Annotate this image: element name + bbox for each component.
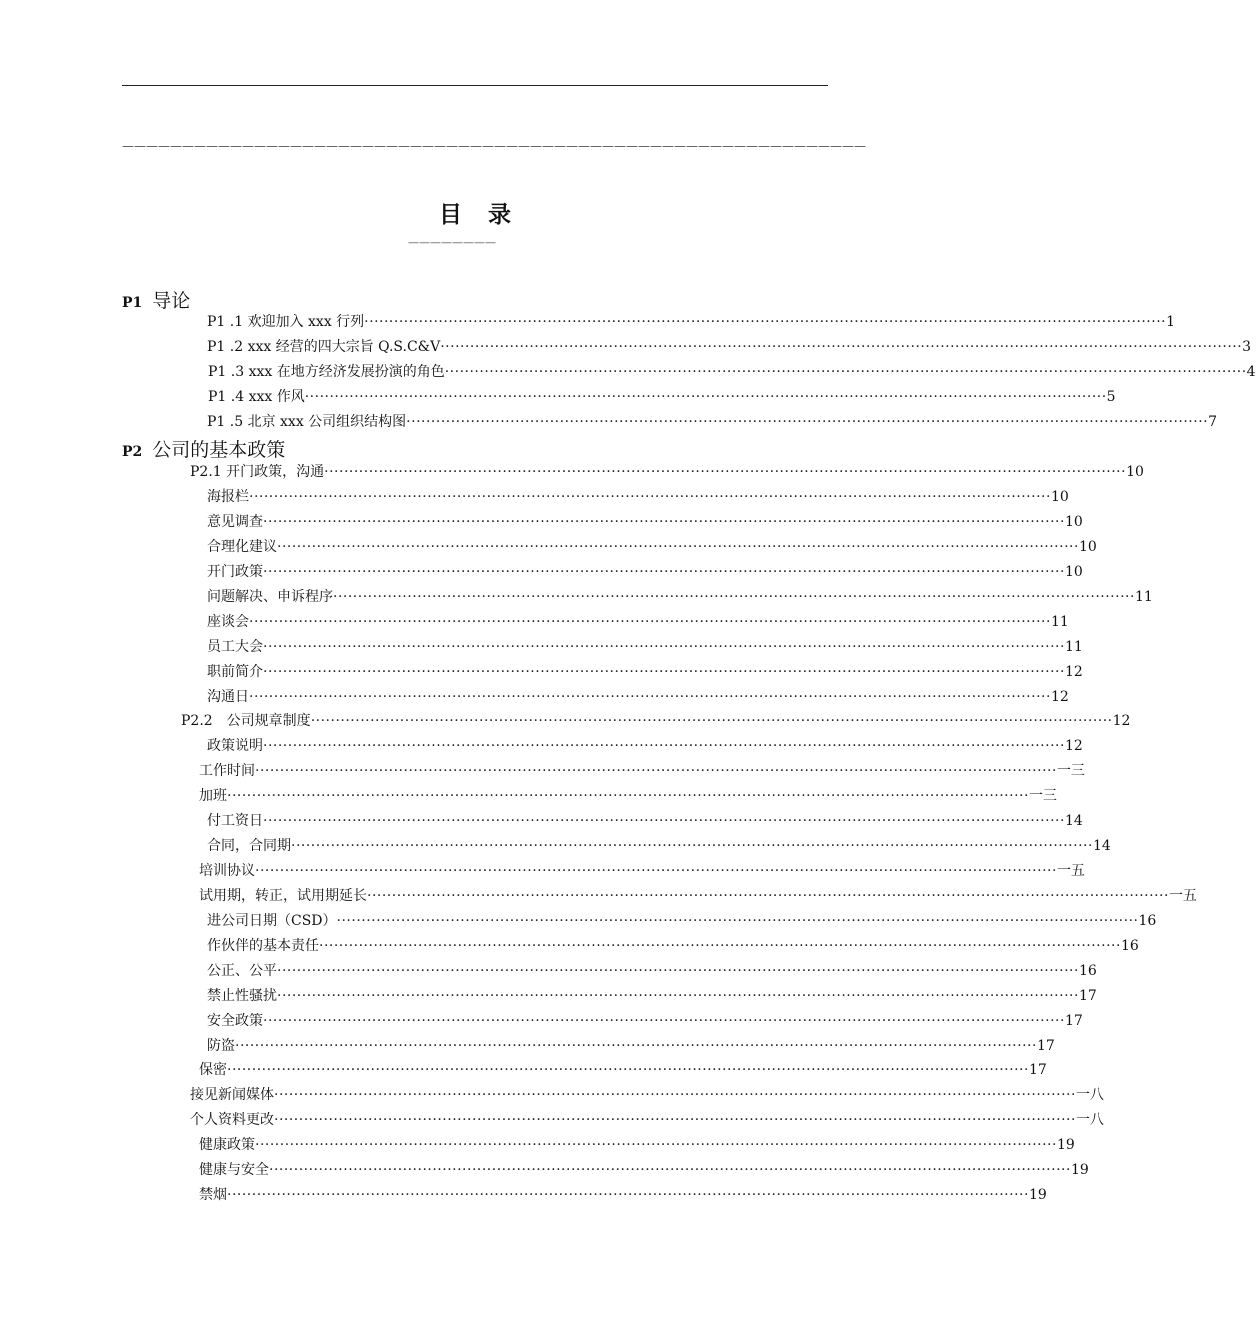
toc-leader-dots — [333, 587, 1135, 607]
toc-entry-label: 禁烟 — [199, 1187, 227, 1203]
toc-leader-dots — [227, 786, 1029, 806]
toc-entry-label: 付工资日 — [207, 813, 263, 829]
toc-entry-page: 一五 — [1168, 888, 1197, 904]
toc-entry-label: 防盗 — [207, 1038, 235, 1054]
toc-entry-label: 作伙伴的基本责任 — [207, 938, 319, 954]
toc-entry-page: 19 — [1028, 1187, 1047, 1203]
toc-entry-page: 16 — [1078, 963, 1097, 979]
toc-entry-label: 公正、公平 — [207, 963, 277, 979]
toc-entry-page: 16 — [1138, 913, 1157, 929]
toc-entry-page: 12 — [1064, 738, 1083, 754]
toc-leader-dots — [263, 562, 1065, 582]
toc-entry-page: 11 — [1064, 639, 1083, 655]
toc-leader-dots — [445, 362, 1247, 382]
toc-leader-dots — [263, 811, 1065, 831]
toc-entry[interactable] — [199, 1060, 1047, 1080]
toc-leader-dots — [249, 687, 1051, 707]
toc-entry[interactable] — [199, 886, 1197, 906]
toc-entry-label: 加班 — [199, 788, 227, 804]
toc-entry-page: 10 — [1064, 514, 1083, 530]
toc-entry[interactable] — [207, 736, 1083, 756]
toc-leader-dots — [263, 736, 1065, 756]
toc-entry-label: 合理化建议 — [207, 539, 277, 555]
toc-entry[interactable] — [207, 1036, 1055, 1056]
toc-entry[interactable] — [207, 687, 1069, 707]
toc-entry[interactable] — [207, 587, 1153, 607]
toc-entry-page: 3 — [1242, 339, 1252, 355]
toc-entry[interactable] — [208, 387, 1116, 407]
toc-entry[interactable] — [207, 911, 1157, 931]
toc-entry-label: 职前简介 — [207, 664, 263, 680]
toc-leader-dots — [249, 612, 1051, 632]
toc-entry-page: 17 — [1064, 1013, 1083, 1029]
toc-entry-label: P1 .4 xxx 作风 — [208, 389, 305, 405]
toc-leader-dots — [263, 637, 1065, 657]
toc-entry-label: 海报栏 — [207, 489, 249, 505]
toc-entry-label: P1 .1 欢迎加入 xxx 行列 — [207, 314, 365, 330]
toc-entry-label: 意见调查 — [207, 514, 263, 530]
toc-leader-dots — [255, 861, 1057, 881]
header-rule — [122, 85, 828, 86]
toc-entry-label: 接见新闻媒体 — [190, 1087, 274, 1103]
toc-entry[interactable] — [207, 312, 1176, 332]
toc-leader-dots — [269, 1160, 1071, 1180]
toc-leader-dots — [227, 1060, 1029, 1080]
toc-entry-page: 一三 — [1056, 763, 1085, 779]
toc-leader-dots — [255, 1135, 1057, 1155]
toc-leader-dots — [255, 761, 1057, 781]
toc-leader-dots — [263, 662, 1065, 682]
toc-entry[interactable] — [207, 936, 1139, 956]
toc-entry[interactable] — [207, 836, 1111, 856]
toc-entry-label: 沟通日 — [207, 689, 249, 705]
section-title: 导论 — [152, 290, 191, 312]
toc-entry[interactable] — [207, 961, 1097, 981]
toc-leader-dots — [277, 961, 1079, 981]
title-underline: ———————— — [408, 236, 496, 249]
toc-entry-page: 11 — [1134, 589, 1153, 605]
toc-entry-page: 4 — [1246, 364, 1256, 380]
toc-entry[interactable] — [207, 662, 1083, 682]
toc-entry-page: 19 — [1056, 1137, 1075, 1153]
toc-entry[interactable] — [207, 562, 1083, 582]
toc-entry-label: 问题解决、申诉程序 — [207, 589, 333, 605]
header-dash-line: —————————————————————————————————————————————————————————————— — [122, 139, 866, 153]
toc-entry[interactable] — [199, 1160, 1089, 1180]
toc-entry-page: 一八 — [1075, 1112, 1104, 1128]
toc-leader-dots — [319, 936, 1121, 956]
toc-entry-label: 培训协议 — [199, 863, 255, 879]
toc-entry-page: 14 — [1064, 813, 1083, 829]
toc-entry-page: 11 — [1050, 614, 1069, 630]
section-heading-p2 — [122, 435, 285, 462]
toc-leader-dots — [277, 537, 1079, 557]
section-heading-p1 — [122, 286, 190, 313]
toc-entry-page: 12 — [1050, 689, 1069, 705]
toc-entry-page: 一三 — [1028, 788, 1057, 804]
toc-leader-dots — [227, 1185, 1029, 1205]
toc-entry-label: P2.1 开门政策，沟通 — [190, 464, 325, 480]
toc-leader-dots — [440, 337, 1242, 357]
toc-leader-dots — [337, 911, 1139, 931]
toc-entry-label: 开门政策 — [207, 564, 263, 580]
toc-entry-label: 禁止性骚扰 — [207, 988, 277, 1004]
toc-entry-page: 5 — [1106, 389, 1116, 405]
section-number: P2 — [122, 444, 143, 460]
toc-entry-page: 19 — [1070, 1162, 1089, 1178]
toc-entry-label: 试用期，转正，试用期延长 — [199, 888, 367, 904]
toc-entry-label: 个人资料更改 — [190, 1112, 274, 1128]
toc-entry[interactable] — [199, 786, 1057, 806]
toc-leader-dots — [367, 886, 1169, 906]
toc-entry[interactable] — [207, 986, 1097, 1006]
toc-entry-label: P1 .2 xxx 经营的四大宗旨 Q.S.C&V — [207, 339, 441, 355]
toc-entry[interactable] — [207, 811, 1083, 831]
toc-leader-dots — [311, 711, 1113, 731]
toc-entry[interactable] — [208, 362, 1256, 382]
toc-leader-dots — [305, 387, 1107, 407]
toc-entry-page: 17 — [1078, 988, 1097, 1004]
toc-entry[interactable] — [199, 1185, 1047, 1205]
toc-entry-label: 员工大会 — [207, 639, 263, 655]
toc-entry[interactable] — [207, 537, 1097, 557]
toc-entry-label: P2.2 公司规章制度 — [181, 713, 311, 729]
toc-entry-page: 10 — [1078, 539, 1097, 555]
toc-leader-dots — [274, 1085, 1076, 1105]
section-number: P1 — [122, 295, 143, 311]
toc-entry[interactable] — [207, 337, 1252, 357]
toc-leader-dots — [364, 312, 1166, 332]
toc-leader-dots — [274, 1110, 1076, 1130]
toc-entry-label: 安全政策 — [207, 1013, 263, 1029]
toc-leader-dots — [263, 1011, 1065, 1031]
toc-entry-page: 一八 — [1075, 1087, 1104, 1103]
toc-entry[interactable] — [207, 487, 1069, 507]
toc-entry-label: 座谈会 — [207, 614, 249, 630]
toc-entry-page: 12 — [1064, 664, 1083, 680]
toc-entry-label: 工作时间 — [199, 763, 255, 779]
toc-entry-page: 1 — [1166, 314, 1176, 330]
toc-entry[interactable] — [199, 761, 1085, 781]
toc-entry-page: 12 — [1112, 713, 1131, 729]
toc-entry-label: 健康政策 — [199, 1137, 255, 1153]
toc-leader-dots — [291, 836, 1093, 856]
toc-entry[interactable] — [207, 412, 1218, 432]
toc-entry-label: 合同，合同期 — [207, 838, 291, 854]
toc-entry[interactable] — [199, 1135, 1075, 1155]
toc-entry-page: 10 — [1050, 489, 1069, 505]
toc-leader-dots — [235, 1036, 1037, 1056]
toc-leader-dots — [263, 512, 1065, 532]
toc-entry[interactable] — [207, 637, 1083, 657]
toc-entry-page: 16 — [1120, 938, 1139, 954]
toc-leader-dots — [277, 986, 1079, 1006]
toc-entry[interactable] — [190, 1110, 1104, 1130]
toc-entry[interactable] — [199, 861, 1085, 881]
toc-entry[interactable] — [181, 711, 1131, 731]
page-title: 目录 — [439, 201, 537, 228]
toc-entry-label: P1 .3 xxx 在地方经济发展扮演的角色 — [208, 364, 445, 380]
toc-leader-dots — [249, 487, 1051, 507]
toc-entry[interactable] — [207, 612, 1069, 632]
section-title: 公司的基本政策 — [152, 439, 286, 461]
toc-entry-page: 14 — [1092, 838, 1111, 854]
toc-leader-dots — [406, 412, 1208, 432]
toc-entry-page: 10 — [1064, 564, 1083, 580]
toc-entry-page: 10 — [1126, 464, 1144, 480]
toc-entry[interactable] — [207, 1011, 1083, 1031]
toc-entry-label: 保密 — [199, 1062, 227, 1078]
toc-entry-page: 17 — [1028, 1062, 1047, 1078]
toc-entry[interactable] — [207, 512, 1083, 532]
toc-entry-label: 健康与安全 — [199, 1162, 269, 1178]
toc-entry-page: 7 — [1208, 414, 1218, 430]
toc-entry[interactable] — [190, 1085, 1104, 1105]
toc-entry-page: 17 — [1036, 1038, 1055, 1054]
toc-entry[interactable] — [190, 462, 1144, 482]
toc-entry-label: 进公司日期（CSD） — [207, 913, 337, 929]
toc-entry-label: 政策说明 — [207, 738, 263, 754]
toc-entry-label: P1 .5 北京 xxx 公司组织结构图 — [207, 414, 407, 430]
toc-leader-dots — [324, 462, 1126, 482]
toc-entry-page: 一五 — [1056, 863, 1085, 879]
